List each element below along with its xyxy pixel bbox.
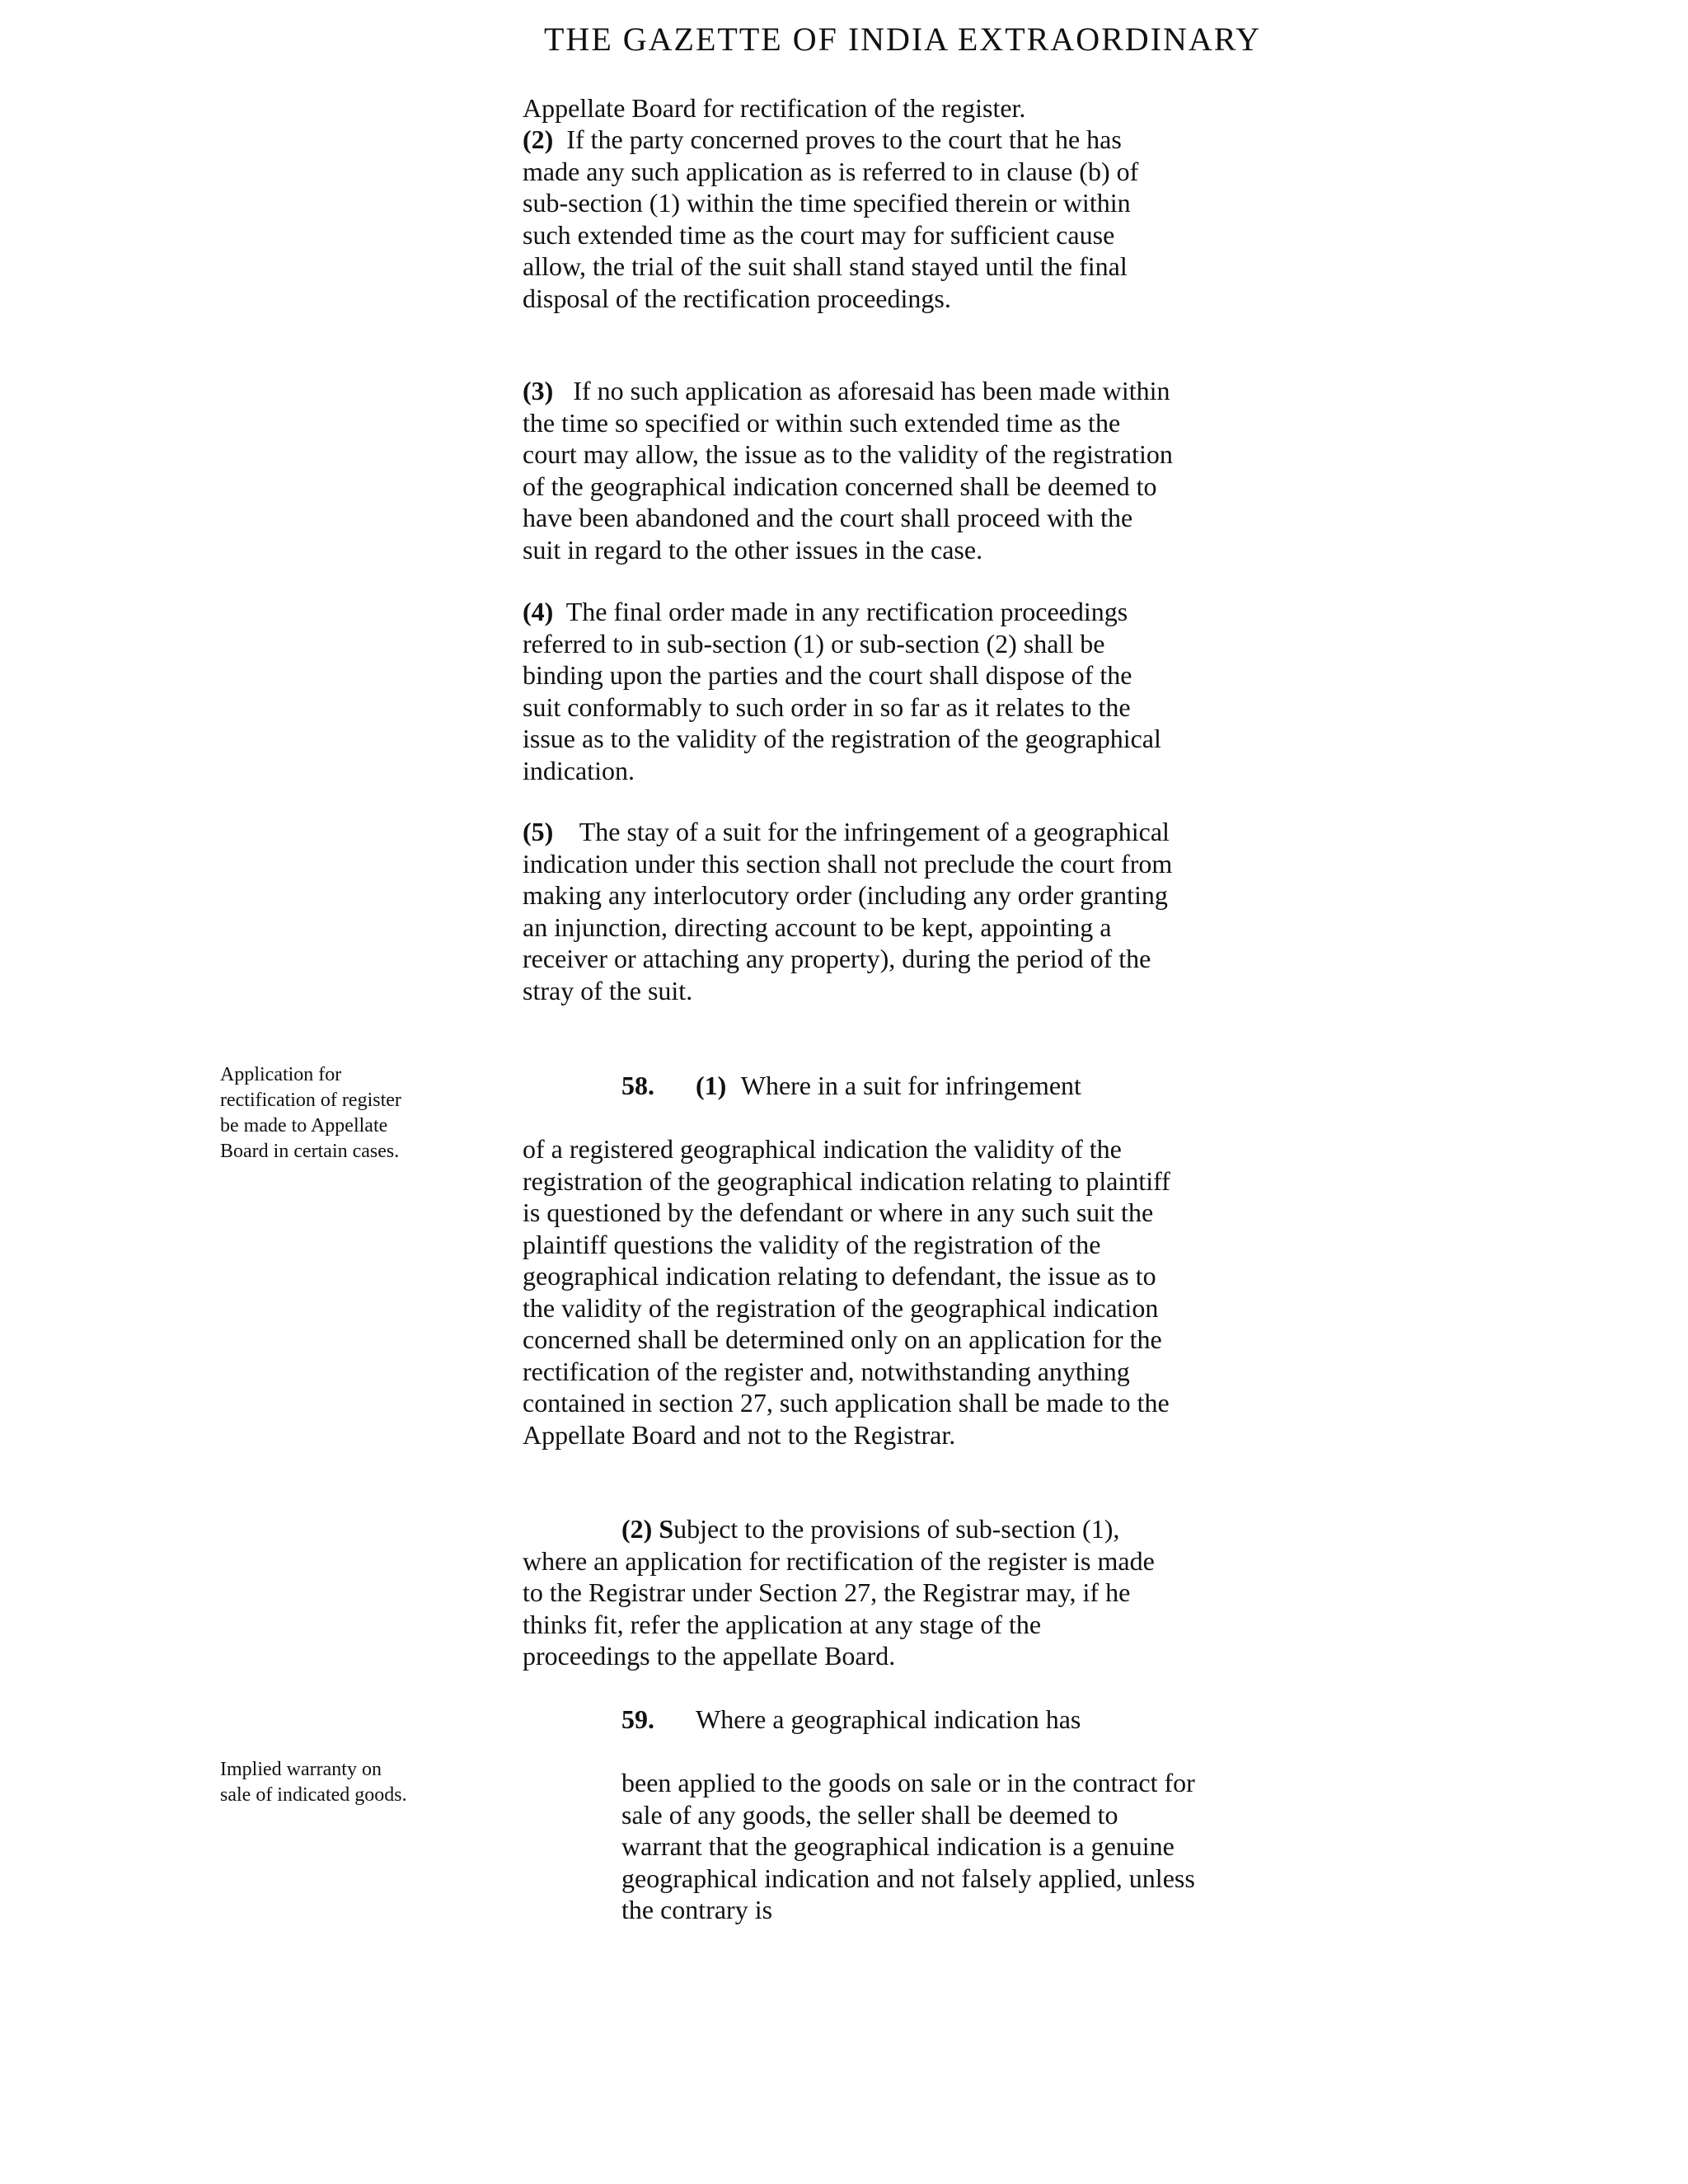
s57-sub4	[523, 596, 1174, 786]
s59-text: been applied to the goods on sale or in the contract for sale of any goods, the seller shall be deemed to warrant that the geographical indication is a genuine geographical indication and not falsely applied, unless the contrary is	[621, 1768, 1195, 1924]
s59-number: 59.	[621, 1704, 654, 1734]
s59-heading-line	[621, 1704, 1198, 1736]
s57-continuation: Appellate Board for rectification of the register.	[523, 93, 1026, 123]
page-header: THE GAZETTE OF INDIA EXTRAORDINARY	[544, 21, 1262, 58]
s57-sub4-label: (4)	[523, 597, 554, 626]
s59-lead: Where a geographical indication has	[696, 1704, 1081, 1734]
header-area	[0, 0, 1688, 58]
s58-sub2-label: (2) S	[621, 1514, 674, 1544]
s58-sub2-text: ubject to the provisions of sub-section (1), where an application for rectification of the register is made to the Registrar under Section 27, the Registrar may, if he thinks fit, refer the application at any stage of the proceedings to the appellate Board.	[523, 1514, 1155, 1671]
s57-sub5-text: The stay of a suit for the infringement of a geographical indication under this section shall not preclude the court from making any interlocutory order (including any order granting an injunction, directing account to be kept, appointing a receiver or attaching any property), during the period of the stray of the suit.	[523, 817, 1173, 1005]
s58-sub1-text: of a registered geographical indication the validity of the registration of the geographical indication relating to plaintiff is questioned by the defendant or where in any such suit the plaintiff questions the validity of the registration of the geographical indication relating to defendant, the issue as to the validity of the registration of the geographical indication concerned shall be determined only on an application for the rectification of the register and, notwithstanding anything contained in section 27, such application shall be made to the Appellate Board and not to the Registrar.	[523, 1134, 1170, 1450]
s57-sub2	[523, 124, 1174, 314]
marginal-note-58: Application for rectification of register be made to Appellate Board in certain cases.	[220, 1064, 401, 1162]
s57-sub4-text: The final order made in any rectification proceedings referred to in sub-section (1) or sub-section (2) shall be binding upon the parties and the court shall dispose of the suit conformably to such order in so far as it relates to the issue as to the validity of the registration of the geographical indication.	[523, 597, 1161, 785]
s57-sub3-label: (3)	[523, 376, 554, 405]
marginal-note-59: Implied warranty on sale of indicated goods.	[220, 1759, 407, 1806]
s58-sub1-label: (1)	[696, 1071, 727, 1100]
s57-sub3-text: If no such application as aforesaid has been made within the time so specified or within such extended time as the court may allow, the issue as to the validity of the registration of the geographical indication concerned shall be deemed to have been abandoned and the court shall proceed with the suit in regard to the other issues in the case.	[523, 376, 1173, 565]
s57-sub2-label: (2)	[523, 124, 554, 154]
s57-sub2-text: If the party concerned proves to the court that he has made any such application as is referred to in clause (b) of sub-section (1) within the time specified therein or within such extended time as the court may for sufficient cause allow, the trial of the suit shall stand stayed until the final disposal of the rectification proceedings.	[523, 124, 1139, 313]
s58-sub1-lead: Where in a suit for infringement	[740, 1071, 1081, 1100]
s58-sub2	[523, 1513, 1174, 1672]
s58-number: 58.	[621, 1071, 654, 1100]
s58-heading-line	[621, 1070, 1198, 1102]
s57-sub3	[523, 375, 1174, 565]
s57-sub5	[523, 816, 1174, 1006]
s57-sub5-label: (5)	[523, 817, 554, 846]
